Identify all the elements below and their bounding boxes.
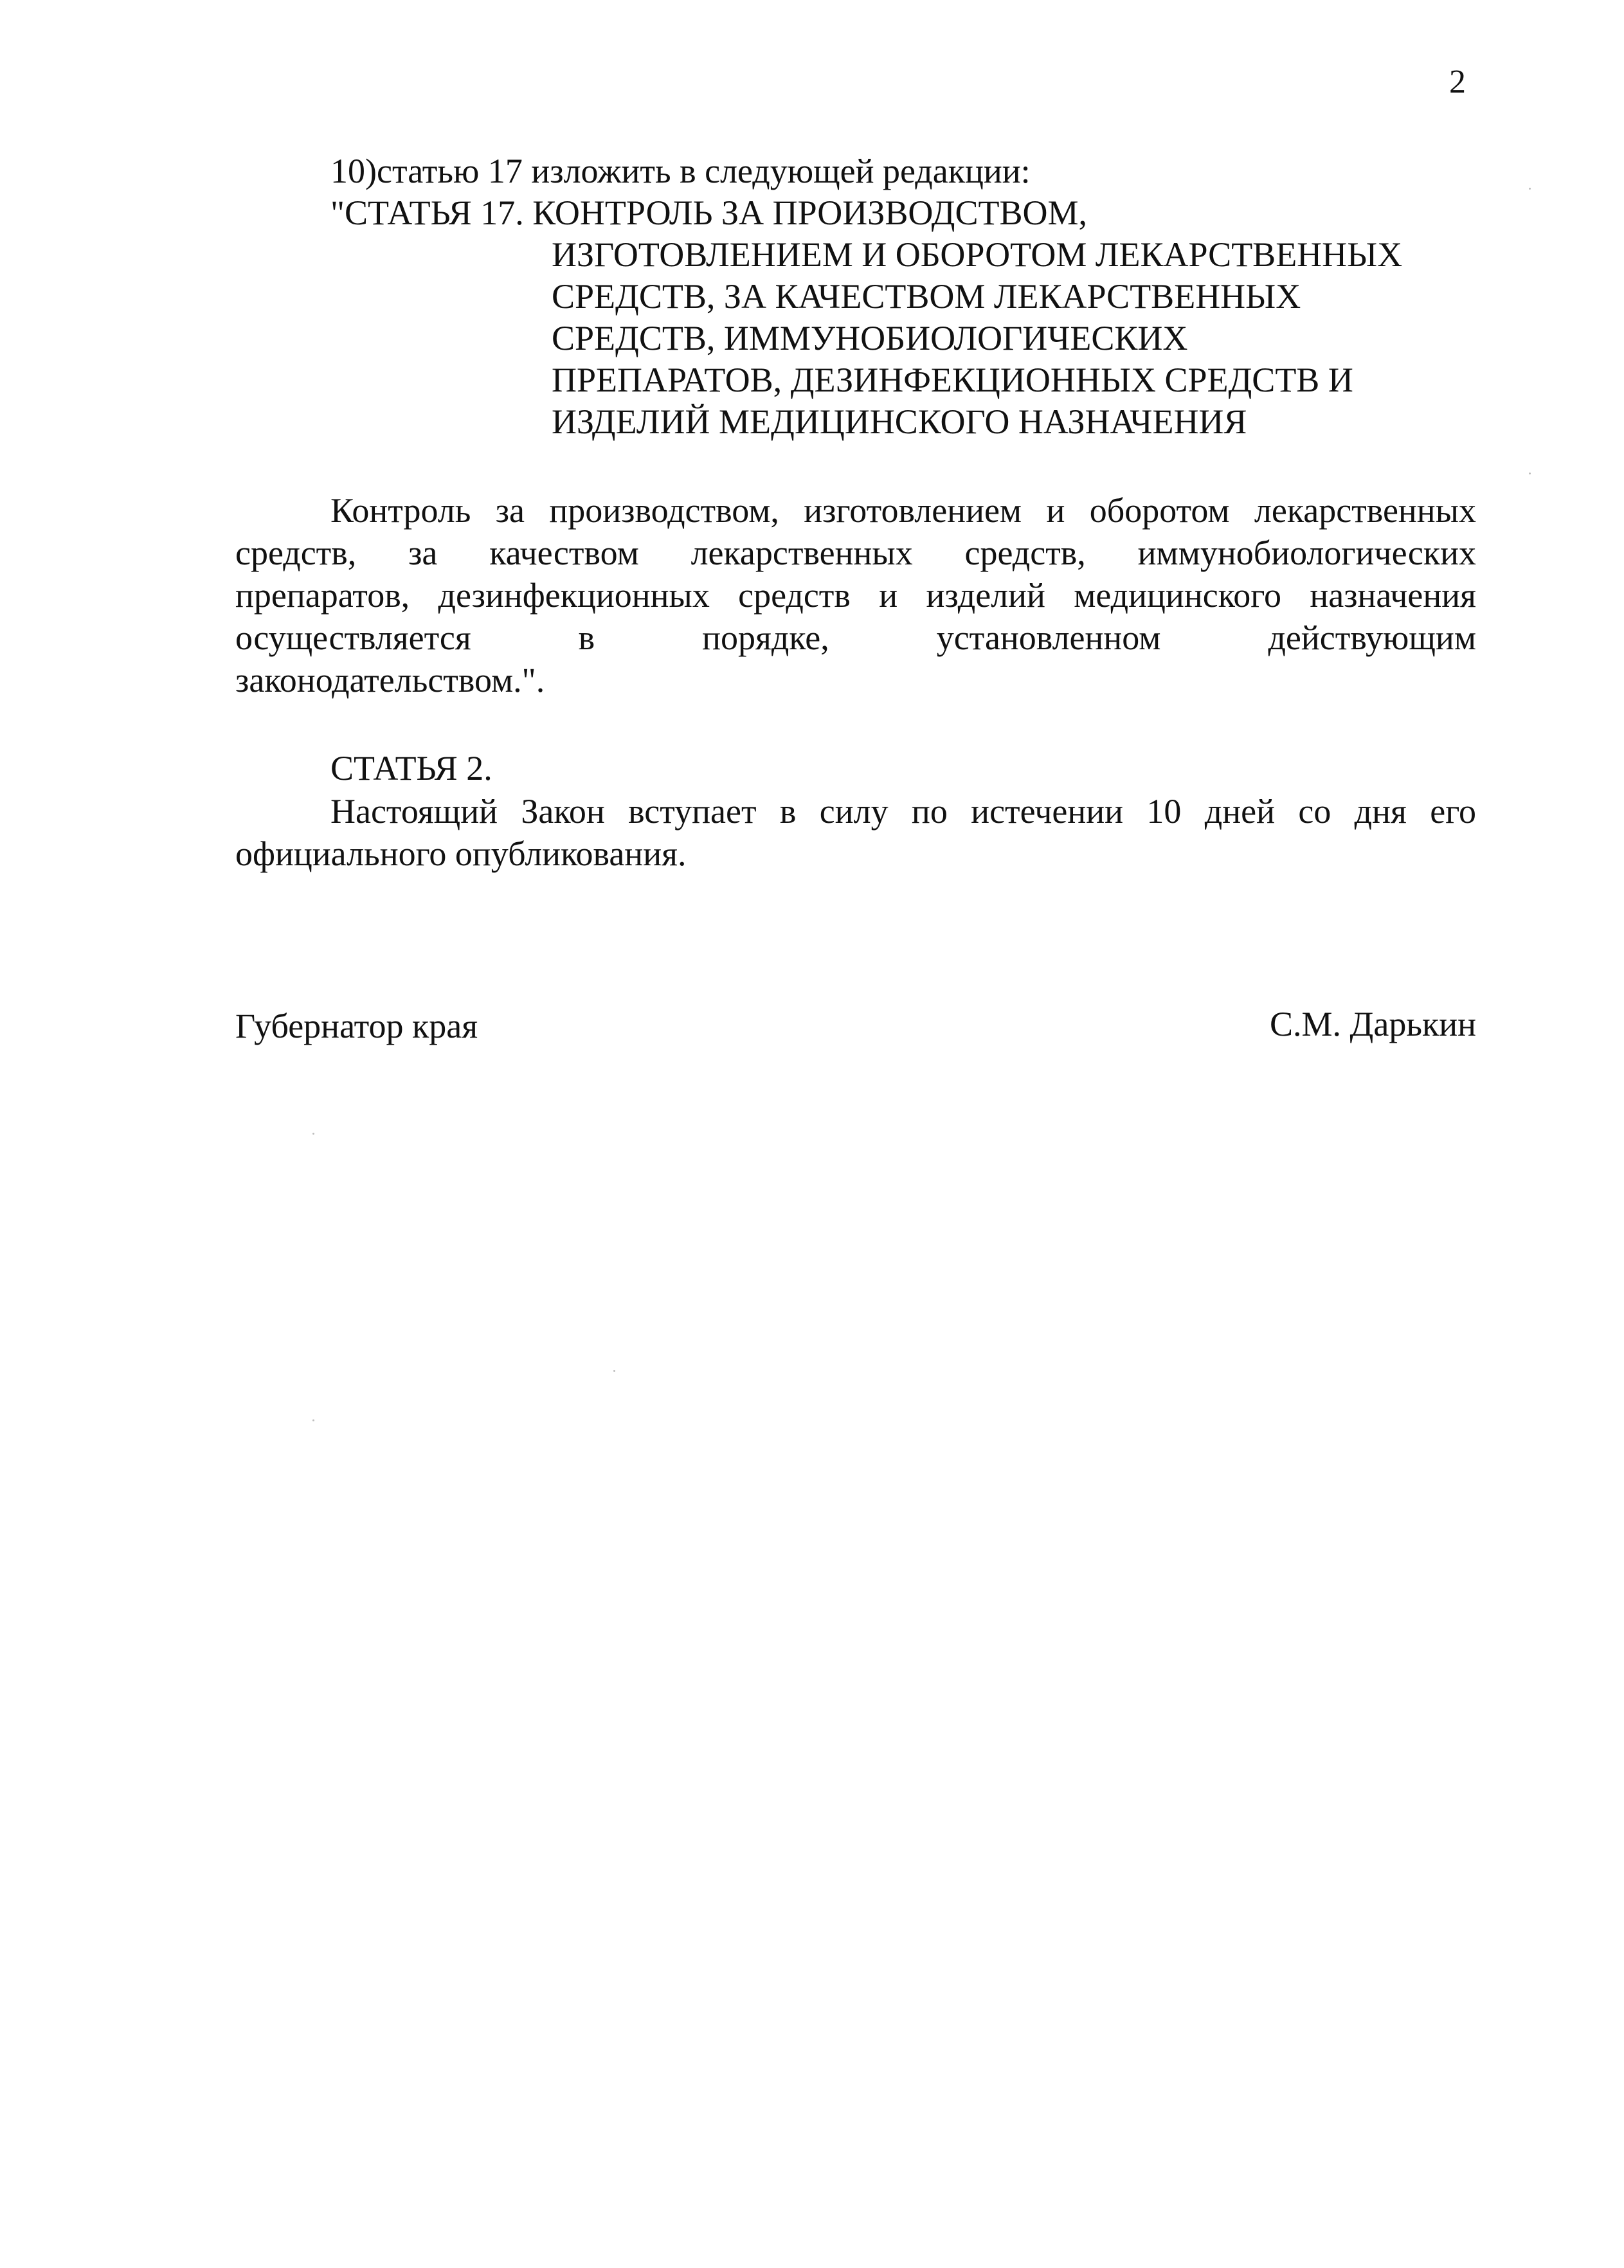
article17-heading-line-1: "СТАТЬЯ 17. КОНТРОЛЬ ЗА ПРОИЗВОДСТВОМ,	[330, 194, 1088, 232]
article17-body-line-4: осуществляется в порядке, установленном действующим	[235, 618, 1476, 657]
article17-heading-line-3: СРЕДСТВ, ЗА КАЧЕСТВОМ ЛЕКАРСТВЕННЫХ	[552, 277, 1301, 316]
article2-text-line-2: официального опубликования.	[235, 834, 687, 873]
scan-speck	[312, 1419, 314, 1421]
signatory-name: С.М. Дарькин	[1270, 1005, 1476, 1043]
article17-heading-line-6: ИЗДЕЛИЙ МЕДИЦИНСКОГО НАЗНАЧЕНИЯ	[552, 402, 1247, 441]
article2-title: СТАТЬЯ 2.	[330, 749, 492, 788]
article17-heading-line-2: ИЗГОТОВЛЕНИЕМ И ОБОРОТОМ ЛЕКАРСТВЕННЫХ	[552, 235, 1403, 274]
article17-body-line-3: препаратов, дезинфекционных средств и изделий медицинского назначения	[235, 576, 1476, 615]
scan-speck	[1529, 188, 1531, 190]
article2-text-line-1: Настоящий Закон вступает в силу по истечении 10 дней со дня его	[330, 792, 1476, 831]
article17-body-line-1: Контроль за производством, изготовлением и оборотом лекарственных	[330, 491, 1476, 530]
scan-speck	[613, 1370, 615, 1372]
signatory-position: Губернатор края	[235, 1007, 478, 1045]
article17-heading-line-4: СРЕДСТВ, ИММУНОБИОЛОГИЧЕСКИХ	[552, 319, 1188, 357]
scan-speck	[1529, 473, 1531, 474]
scan-speck	[312, 1133, 314, 1135]
article17-body-line-5: законодательством.".	[235, 661, 545, 699]
article17-body-line-2: средств, за качеством лекарственных средств, иммунобиологических	[235, 534, 1476, 572]
amendment-intro: 10)статью 17 изложить в следующей редакции:	[330, 152, 1031, 190]
page-number: 2	[1449, 64, 1466, 100]
article17-heading-line-5: ПРЕПАРАТОВ, ДЕЗИНФЕКЦИОННЫХ СРЕДСТВ И	[552, 361, 1353, 399]
